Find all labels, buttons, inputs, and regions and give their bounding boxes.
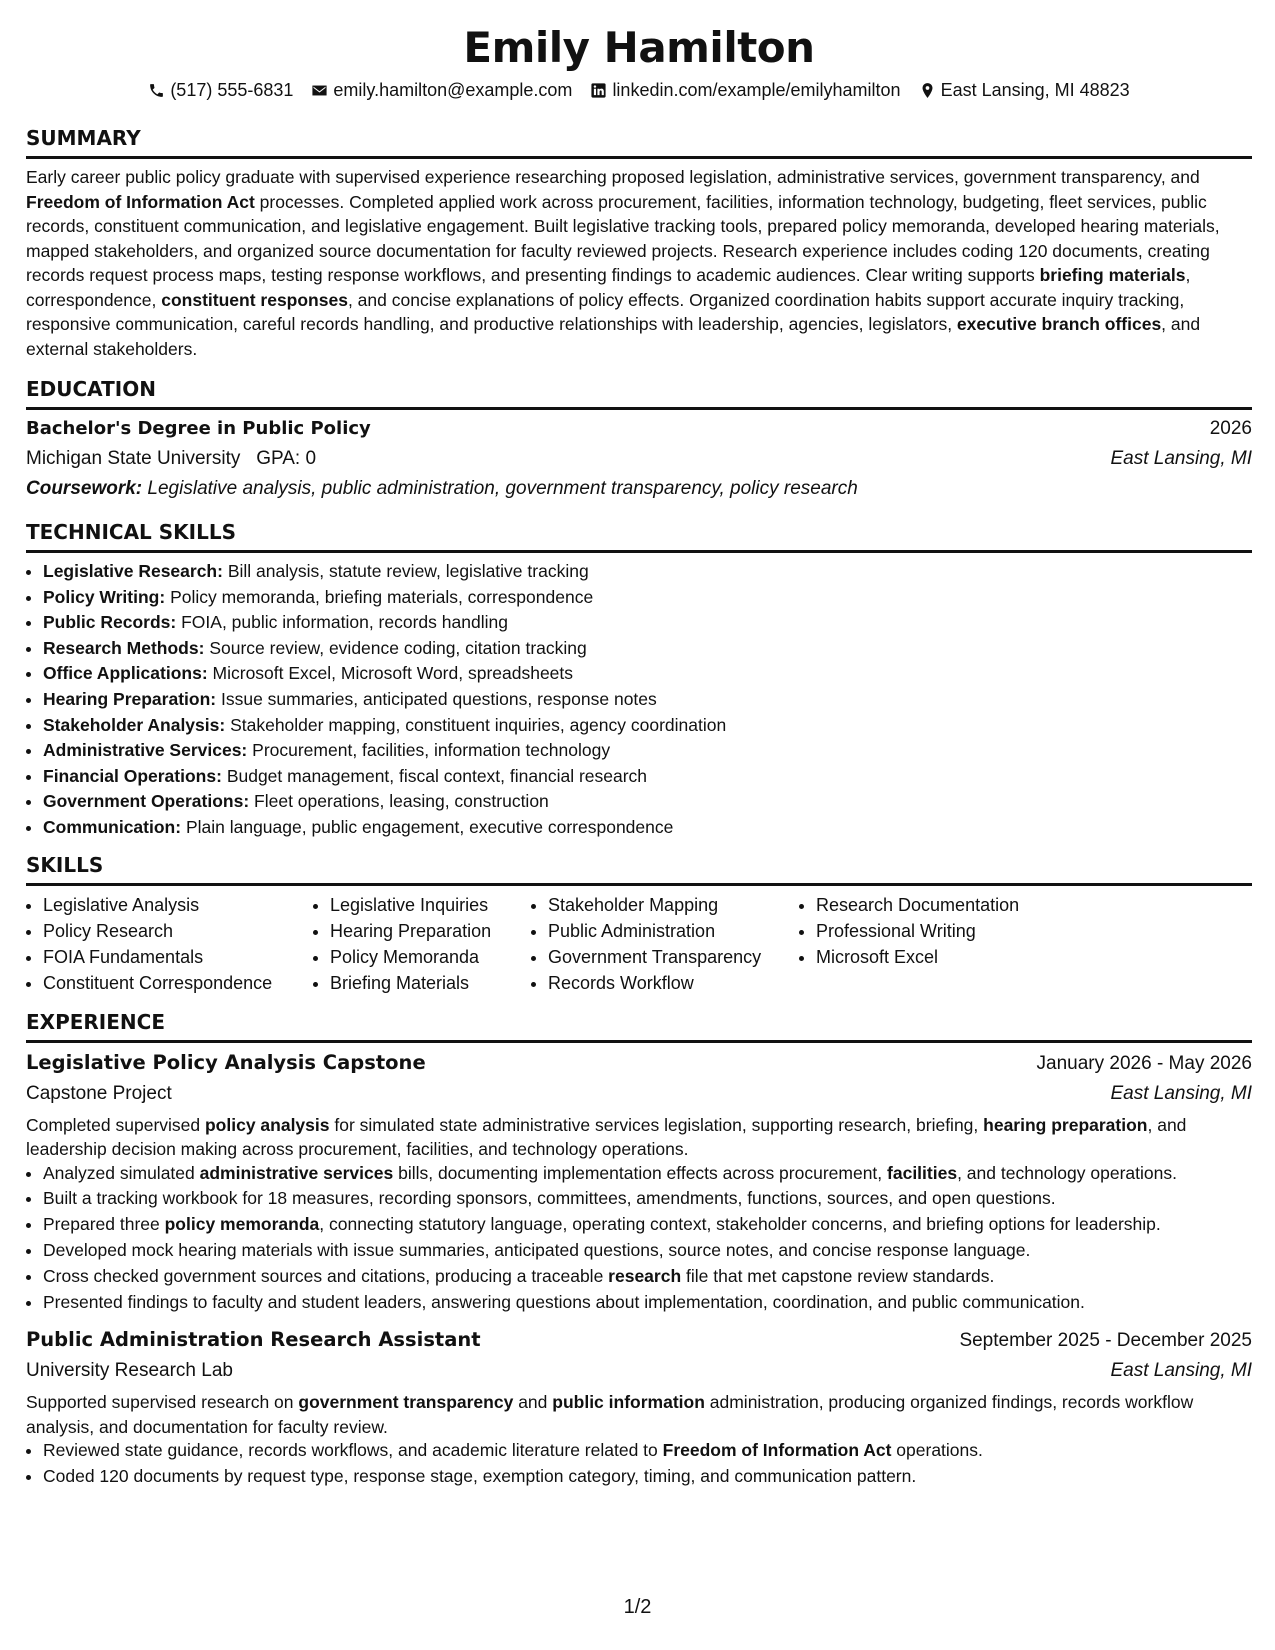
candidate-name: Emily Hamilton xyxy=(463,23,815,72)
skill-item: • FOIA Fundamentals xyxy=(43,944,313,970)
text-run: for simulated state administrative services legislation, supporting research, briefing, xyxy=(329,1114,984,1135)
technical-skill-text: Policy memoranda, briefing materials, correspondence xyxy=(170,586,594,607)
bold-phrase: public information xyxy=(552,1392,705,1413)
text-run: , and leadership decision making across procurement, facilities, and technology operations. xyxy=(26,1114,1187,1160)
technical-skill-label: Communication: xyxy=(43,816,182,837)
technical-skill-item xyxy=(43,764,1252,790)
degree-year: 2026 xyxy=(1209,418,1252,439)
skills-section xyxy=(26,853,1252,996)
text-run: Supported supervised research on xyxy=(26,1392,299,1413)
coursework-text: Legislative analysis, public administration, government transparency, policy research xyxy=(147,478,858,499)
skills-column xyxy=(313,892,531,996)
technical-skill-item xyxy=(43,713,1252,739)
skills-column xyxy=(799,892,1076,996)
page-number: 1/2 xyxy=(623,1596,652,1618)
bold-phrase: executive branch offices xyxy=(956,314,1162,334)
job-bullets xyxy=(26,1162,1252,1314)
skill-item: • Government Transparency xyxy=(548,944,799,970)
envelope-icon xyxy=(311,82,328,99)
job-dates: January 2026 - May 2026 xyxy=(1036,1052,1252,1074)
bold-phrase: administrative services xyxy=(199,1162,394,1183)
text-run: Cross checked government sources and citations, producing a traceable xyxy=(43,1265,609,1286)
text-run: , and concise explanations of policy effects. Organized coordination habits support accurate inquiry tracking, responsive communication, careful records handling, and productive relationships with leadership, agencies, legislators, xyxy=(26,289,1185,334)
text-run: file that met capstone review standards. xyxy=(681,1265,995,1286)
technical-skill-text: Source review, evidence coding, citation tracking xyxy=(209,637,587,658)
technical-skill-label: Policy Writing: xyxy=(43,586,166,607)
job-title: Legislative Policy Analysis Capstone xyxy=(26,1050,426,1074)
text-run: operations. xyxy=(891,1440,983,1461)
job-bullet xyxy=(43,1465,1252,1489)
linkedin-text: linkedin.com/example/emilyhamilton xyxy=(612,80,901,100)
skills-column xyxy=(26,892,313,996)
text-run: , connecting statutory language, operating context, stakeholder concerns, and briefing options for leadership. xyxy=(319,1214,1161,1235)
job-organization: Capstone Project xyxy=(26,1082,172,1104)
technical-skills-section xyxy=(26,520,1252,841)
school-name: Michigan State University xyxy=(26,448,241,469)
phone-icon xyxy=(148,82,165,99)
job-entry xyxy=(26,1047,1252,1314)
coursework-label: Coursework: xyxy=(26,478,143,499)
skill-item: • Public Administration xyxy=(548,918,799,944)
skill-item: • Policy Research xyxy=(43,918,313,944)
technical-skill-label: Public Records: xyxy=(43,612,177,633)
job-organization: University Research Lab xyxy=(26,1360,233,1382)
technical-skill-label: Legislative Research: xyxy=(43,561,223,581)
job-bullets xyxy=(26,1439,1252,1488)
skill-item: • Legislative Analysis xyxy=(43,892,313,918)
text-run: , correspondence, xyxy=(26,265,1191,310)
email-text: emily.hamilton@example.com xyxy=(333,80,573,100)
job-bullet xyxy=(43,1213,1252,1237)
technical-skill-item xyxy=(43,687,1252,713)
section-title-education: EDUCATION xyxy=(26,377,1252,410)
text-run: Completed supervised xyxy=(26,1114,205,1135)
technical-skill-item xyxy=(43,610,1252,636)
skill-item: • Constituent Correspondence xyxy=(43,970,313,996)
technical-skill-text: Budget management, fiscal context, financial research xyxy=(226,765,648,786)
contact-bar xyxy=(26,76,1252,104)
technical-skill-text: Stakeholder mapping, constituent inquiries, agency coordination xyxy=(230,714,727,735)
job-bullet xyxy=(43,1291,1252,1315)
text-run: Prepared three xyxy=(43,1214,165,1235)
technical-skill-label: Office Applications: xyxy=(43,663,208,684)
bold-phrase: constituent responses xyxy=(161,289,348,310)
technical-skill-item xyxy=(43,636,1252,662)
contact-linkedin[interactable] xyxy=(590,76,900,104)
summary-section xyxy=(26,126,1252,361)
summary-text xyxy=(26,165,1252,361)
technical-skill-item xyxy=(43,585,1252,611)
technical-skill-label: Stakeholder Analysis: xyxy=(43,714,226,735)
text-run: Reviewed state guidance, records workflows, and academic literature related to xyxy=(43,1440,663,1461)
technical-skill-item xyxy=(43,815,1252,841)
skill-item: • Records Workflow xyxy=(548,970,799,996)
school-location: East Lansing, MI xyxy=(1110,448,1252,469)
skills-column xyxy=(531,892,799,996)
technical-skills-list xyxy=(26,559,1252,841)
experience-section xyxy=(26,1010,1252,1489)
linkedin-icon xyxy=(590,82,607,99)
section-title-skills: SKILLS xyxy=(26,853,1252,886)
job-bullet xyxy=(43,1439,1252,1463)
skill-item: • Microsoft Excel xyxy=(816,944,1076,970)
job-bullet xyxy=(43,1239,1252,1263)
technical-skill-label: Financial Operations: xyxy=(43,765,222,786)
job-title: Public Administration Research Assistant xyxy=(26,1328,481,1352)
technical-skill-label: Administrative Services: xyxy=(43,740,248,761)
technical-skill-text: Microsoft Excel, Microsoft Word, spreadsheets xyxy=(212,663,574,684)
bold-phrase: policy analysis xyxy=(204,1114,330,1135)
technical-skill-text: Issue summaries, anticipated questions, response notes xyxy=(220,688,657,709)
job-bullet xyxy=(43,1265,1252,1289)
skill-item: • Professional Writing xyxy=(816,918,1076,944)
bold-phrase: policy memoranda xyxy=(164,1214,320,1235)
section-title-technical-skills: TECHNICAL SKILLS xyxy=(26,520,1252,553)
text-run: Coded 120 documents by request type, response stage, exemption category, timing, and communication pattern. xyxy=(43,1465,917,1486)
technical-skill-item xyxy=(43,559,1252,585)
coursework xyxy=(26,474,1252,504)
skill-item: • Legislative Inquiries xyxy=(330,892,531,918)
job-location: East Lansing, MI xyxy=(1110,1082,1252,1104)
technical-skill-text: Bill analysis, statute review, legislative tracking xyxy=(227,561,589,581)
skills-grid xyxy=(26,892,1252,996)
text-run: Built a tracking workbook for 18 measures, recording sponsors, committees, amendments, functions, sources, and open questions. xyxy=(43,1188,1056,1209)
technical-skill-text: Plain language, public engagement, executive correspondence xyxy=(185,816,674,837)
technical-skill-label: Government Operations: xyxy=(43,791,250,812)
location-text: East Lansing, MI 48823 xyxy=(940,80,1130,100)
experience-list xyxy=(26,1047,1252,1489)
contact-email[interactable] xyxy=(311,76,572,104)
text-run: bills, documenting implementation effects across procurement, xyxy=(393,1162,888,1183)
technical-skill-item xyxy=(43,789,1252,815)
phone-text: (517) 555-6831 xyxy=(170,80,294,100)
skill-item: • Policy Memoranda xyxy=(330,944,531,970)
text-run: , and technology operations. xyxy=(957,1162,1177,1183)
bold-phrase: Freedom of Information Act xyxy=(662,1440,892,1461)
job-bullet xyxy=(43,1162,1252,1186)
contact-location xyxy=(919,76,1130,104)
text-run: and xyxy=(513,1392,553,1413)
bold-phrase: government transparency xyxy=(298,1392,514,1413)
degree: Bachelor's Degree in Public Policy xyxy=(26,418,371,439)
resume-page xyxy=(26,20,1252,1491)
school-line xyxy=(26,444,316,474)
text-run: Early career public policy graduate with supervised experience researching proposed legislation, administrative services, government transparency, and xyxy=(26,167,1200,187)
technical-skill-text: Fleet operations, leasing, construction xyxy=(254,791,549,812)
job-dates: September 2025 - December 2025 xyxy=(959,1330,1252,1352)
technical-skill-text: Procurement, facilities, information technology xyxy=(252,740,611,761)
text-run: Analyzed simulated xyxy=(43,1162,200,1183)
section-title-summary: SUMMARY xyxy=(26,126,1252,159)
map-pin-icon xyxy=(919,82,936,99)
text-run: Presented findings to faculty and student leaders, answering questions about implementation, coordination, and public communication. xyxy=(43,1291,1085,1312)
text-run: administration, producing organized findings, records workflow analysis, and documentation for faculty review. xyxy=(26,1392,1194,1437)
job-summary xyxy=(26,1390,1252,1439)
technical-skill-item xyxy=(43,738,1252,764)
technical-skill-label: Research Methods: xyxy=(43,637,205,658)
text-run: processes. Completed applied work across procurement, facilities, information technology, budgeting, fleet services, public records, constituent communication, and legislative engagement. Built legislative tracking tools, prepared policy memoranda, developed hearing materials, mapped stakeholders, and organized source documentation for faculty reviewed projects. Research experience includes coding 120 documents, creating records request process maps, testing response workflows, and presenting findings to academic audiences. Clear writing supports xyxy=(26,191,1220,285)
text-run: Developed mock hearing materials with issue summaries, anticipated questions, source notes, and concise response language. xyxy=(43,1239,1031,1260)
skill-item: • Research Documentation xyxy=(816,892,1076,918)
bold-phrase: facilities xyxy=(887,1162,958,1183)
job-bullet xyxy=(43,1187,1252,1211)
section-title-experience: EXPERIENCE xyxy=(26,1010,1252,1043)
technical-skill-text: FOIA, public information, records handling xyxy=(181,612,508,633)
bold-phrase: Freedom of Information Act xyxy=(26,191,255,212)
job-summary xyxy=(26,1113,1252,1162)
bold-phrase: hearing preparation xyxy=(983,1114,1148,1135)
skill-item: • Briefing Materials xyxy=(330,970,531,996)
education-section xyxy=(26,377,1252,504)
job-location: East Lansing, MI xyxy=(1110,1360,1252,1382)
bold-phrase: briefing materials xyxy=(1039,265,1186,285)
contact-phone xyxy=(148,76,293,104)
text-run: , and external stakeholders. xyxy=(26,314,1201,359)
job-entry xyxy=(26,1324,1252,1488)
gpa: GPA: 0 xyxy=(256,448,317,469)
technical-skill-label: Hearing Preparation: xyxy=(43,688,217,709)
technical-skill-item xyxy=(43,661,1252,687)
skill-item: • Hearing Preparation xyxy=(330,918,531,944)
bold-phrase: research xyxy=(608,1265,682,1286)
skill-item: • Stakeholder Mapping xyxy=(548,892,799,918)
